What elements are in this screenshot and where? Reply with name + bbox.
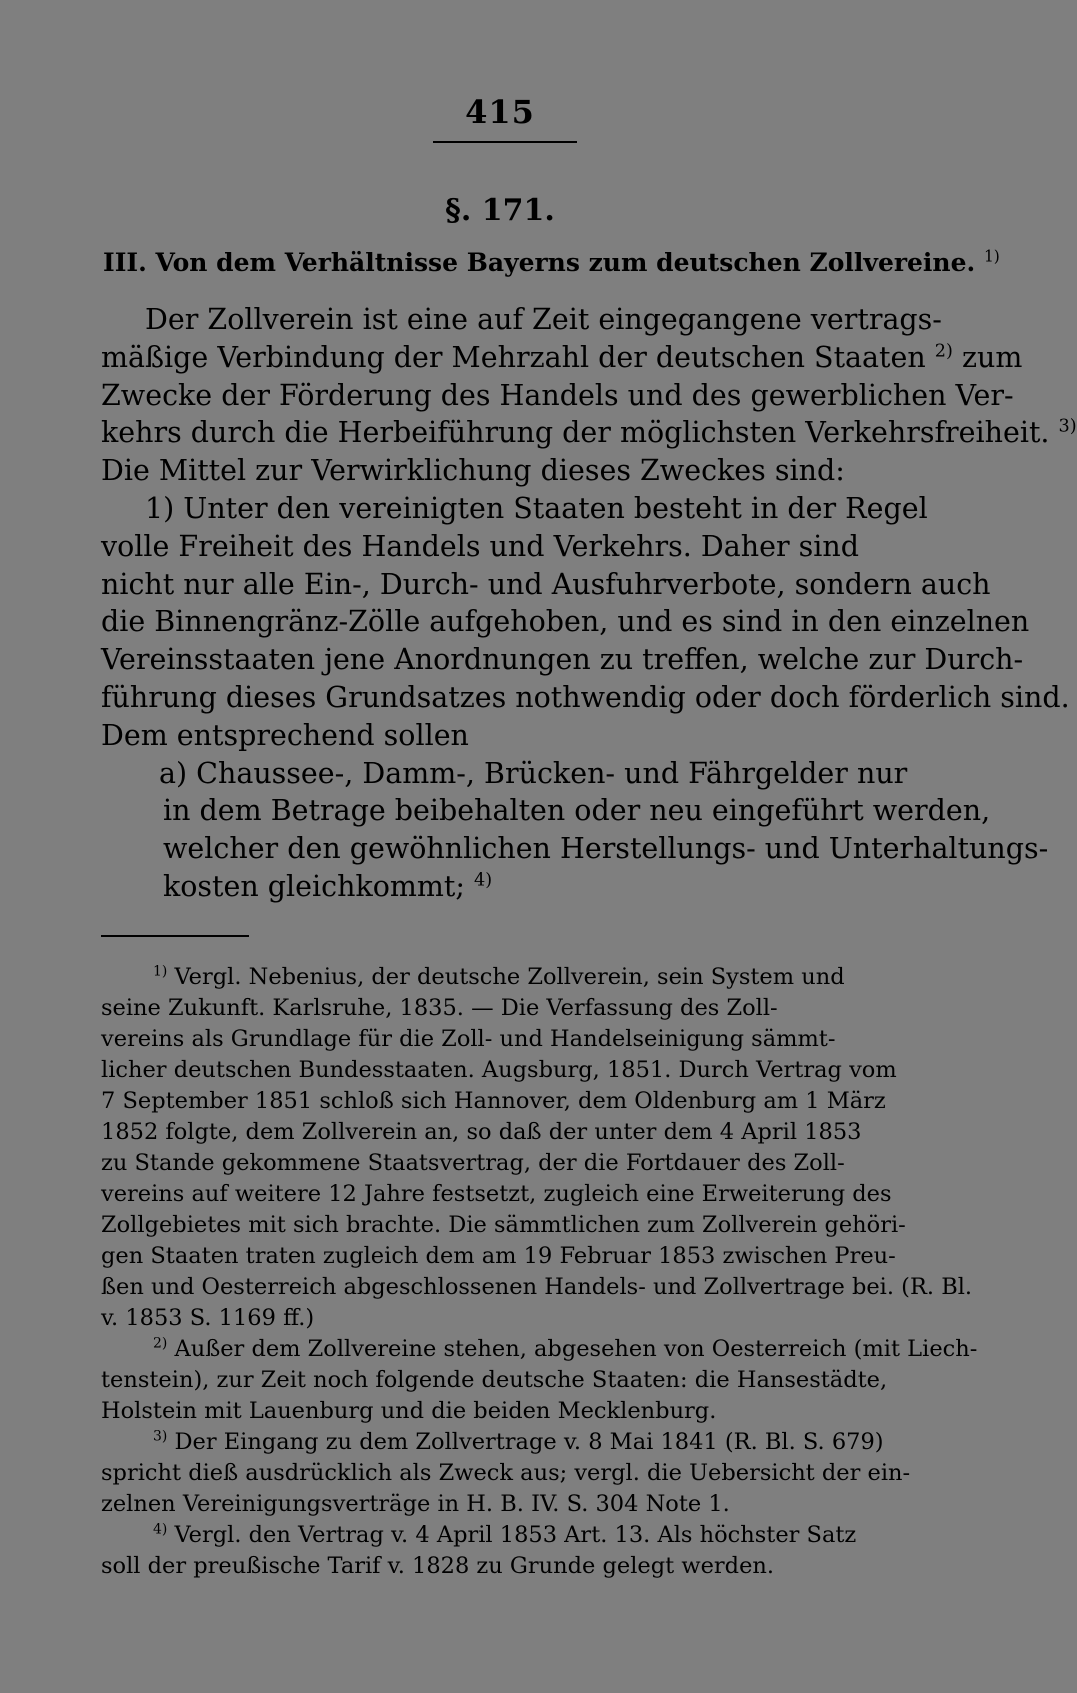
footnote-line <box>101 962 909 993</box>
footnote-text: Vergl. Nebenius, der deutsche Zollverein, sein System und <box>174 964 845 990</box>
footnote-marker: 2) <box>153 1335 168 1352</box>
footnote-text: Vergl. den Vertrag v. 4 April 1853 Art. 13. Als höchster Satz <box>174 1522 857 1548</box>
main-line: in dem Betrage beibehalten oder neu eingeführt werden, <box>163 794 991 828</box>
page-number: 415 <box>465 93 535 131</box>
footnote-marker: 1) <box>153 963 168 980</box>
footnote-line: soll der preußische Tarif v. 1828 zu Grunde gelegt werden. <box>101 1553 775 1579</box>
footnote-line: Zollgebietes mit sich brachte. Die sämmtlichen zum Zollverein gehöri- <box>101 1212 906 1238</box>
footnote-line: tenstein), zur Zeit noch folgende deutsche Staaten: die Hansestädte, <box>101 1367 888 1393</box>
main-line: Die Mittel zur Verwirklichung dieses Zweckes sind: <box>101 454 845 488</box>
main-line-text: mäßige Verbindung der Mehrzahl der deutschen Staaten <box>101 340 926 374</box>
main-line-text: kosten gleichkommt; <box>163 869 465 903</box>
footnote-ref: 2) <box>934 341 953 362</box>
section-title-text: III. Von dem Verhältnisse Bayerns zum deutschen Zollvereine. <box>103 248 976 277</box>
main-line: Zwecke der Förderung des Handels und des gewerblichen Ver- <box>101 378 1014 412</box>
main-line <box>101 868 909 906</box>
main-line-text: kehrs durch die Herbeiführung der möglichsten Verkehrsfreiheit. <box>101 416 1050 450</box>
main-line: führung dieses Grundsatzes nothwendig oder doch förderlich sind. <box>101 680 1070 714</box>
footnote-line: zu Stande gekommene Staatsvertrag, der die Fortdauer des Zoll- <box>101 1150 845 1176</box>
section-title-footnote-ref: 1) <box>983 247 1000 266</box>
footnote-text: Außer dem Zollvereine stehen, abgesehen von Oesterreich (mit Liech- <box>174 1336 978 1362</box>
main-line: die Binnengränz-Zölle aufgehoben, und es sind in den einzelnen <box>101 605 1030 639</box>
main-line <box>101 414 1077 452</box>
main-line: Der Zollverein ist eine auf Zeit eingegangene vertrags- <box>145 303 942 336</box>
footnote-line: v. 1853 S. 1169 ff.) <box>101 1305 315 1331</box>
footnote-marker: 3) <box>153 1428 168 1445</box>
footnote-line: 7 September 1851 schloß sich Hannover, dem Oldenburg am 1 März <box>101 1088 886 1114</box>
main-line: a) Chaussee-, Damm-, Brücken- und Fährgelder nur <box>159 756 908 790</box>
main-line: 1) Unter den vereinigten Staaten besteht in der Regel <box>145 491 928 525</box>
footnote-line: vereins als Grundlage für die Zoll- und Handelseinigung sämmt- <box>101 1026 836 1052</box>
footnote-ref: 4) <box>474 870 493 891</box>
footnote-line: spricht dieß ausdrücklich als Zweck aus; vergl. die Uebersicht der ein- <box>101 1460 911 1486</box>
main-line: Vereinsstaaten jene Anordnungen zu treffen, welche zur Durch- <box>101 643 1024 677</box>
main-line: nicht nur alle Ein-, Durch- und Ausfuhrverbote, sondern auch <box>101 567 991 601</box>
footnote-line: ßen und Oesterreich abgeschlossenen Handels- und Zollvertrage bei. (R. Bl. <box>101 1274 973 1300</box>
footnote-line <box>101 1427 909 1458</box>
main-line: volle Freiheit des Handels und Verkehrs. Daher sind <box>101 529 859 563</box>
header-rule <box>433 141 577 143</box>
footnote-line: zelnen Vereinigungsverträge in H. B. IV. S. 304 Note 1. <box>101 1491 730 1517</box>
main-text <box>101 301 1077 906</box>
footnote-line: gen Staaten traten zugleich dem am 19 Februar 1853 zwischen Preu- <box>101 1243 896 1269</box>
footnote-ref: 3) <box>1058 416 1077 437</box>
main-line-tail: zum <box>961 340 1023 374</box>
footnotes <box>101 962 978 1582</box>
section-title <box>103 247 1000 277</box>
footnote-line: Holstein mit Lauenburg und die beiden Mecklenburg. <box>101 1398 717 1424</box>
footnote-line <box>101 1520 909 1551</box>
footnote-line: seine Zukunft. Karlsruhe, 1835. — Die Verfassung des Zoll- <box>101 995 778 1021</box>
footnote-line: vereins auf weitere 12 Jahre festsetzt, zugleich eine Erweiterung des <box>101 1181 892 1207</box>
footnote-text: Der Eingang zu dem Zollvertrage v. 8 Mai 1841 (R. Bl. S. 679) <box>174 1429 884 1455</box>
footnote-rule <box>101 935 249 937</box>
footnote-line <box>101 1334 978 1365</box>
footnote-line: licher deutschen Bundesstaaten. Augsburg, 1851. Durch Vertrag vom <box>101 1057 897 1083</box>
footnote-line: 1852 folgte, dem Zollverein an, so daß der unter dem 4 April 1853 <box>101 1119 862 1145</box>
section-number: §. 171. <box>445 193 555 228</box>
main-line <box>101 339 1023 377</box>
main-line: Dem entsprechend sollen <box>101 718 469 752</box>
footnote-marker: 4) <box>153 1521 168 1538</box>
main-line: welcher den gewöhnlichen Herstellungs- und Unterhaltungs- <box>163 832 1049 866</box>
